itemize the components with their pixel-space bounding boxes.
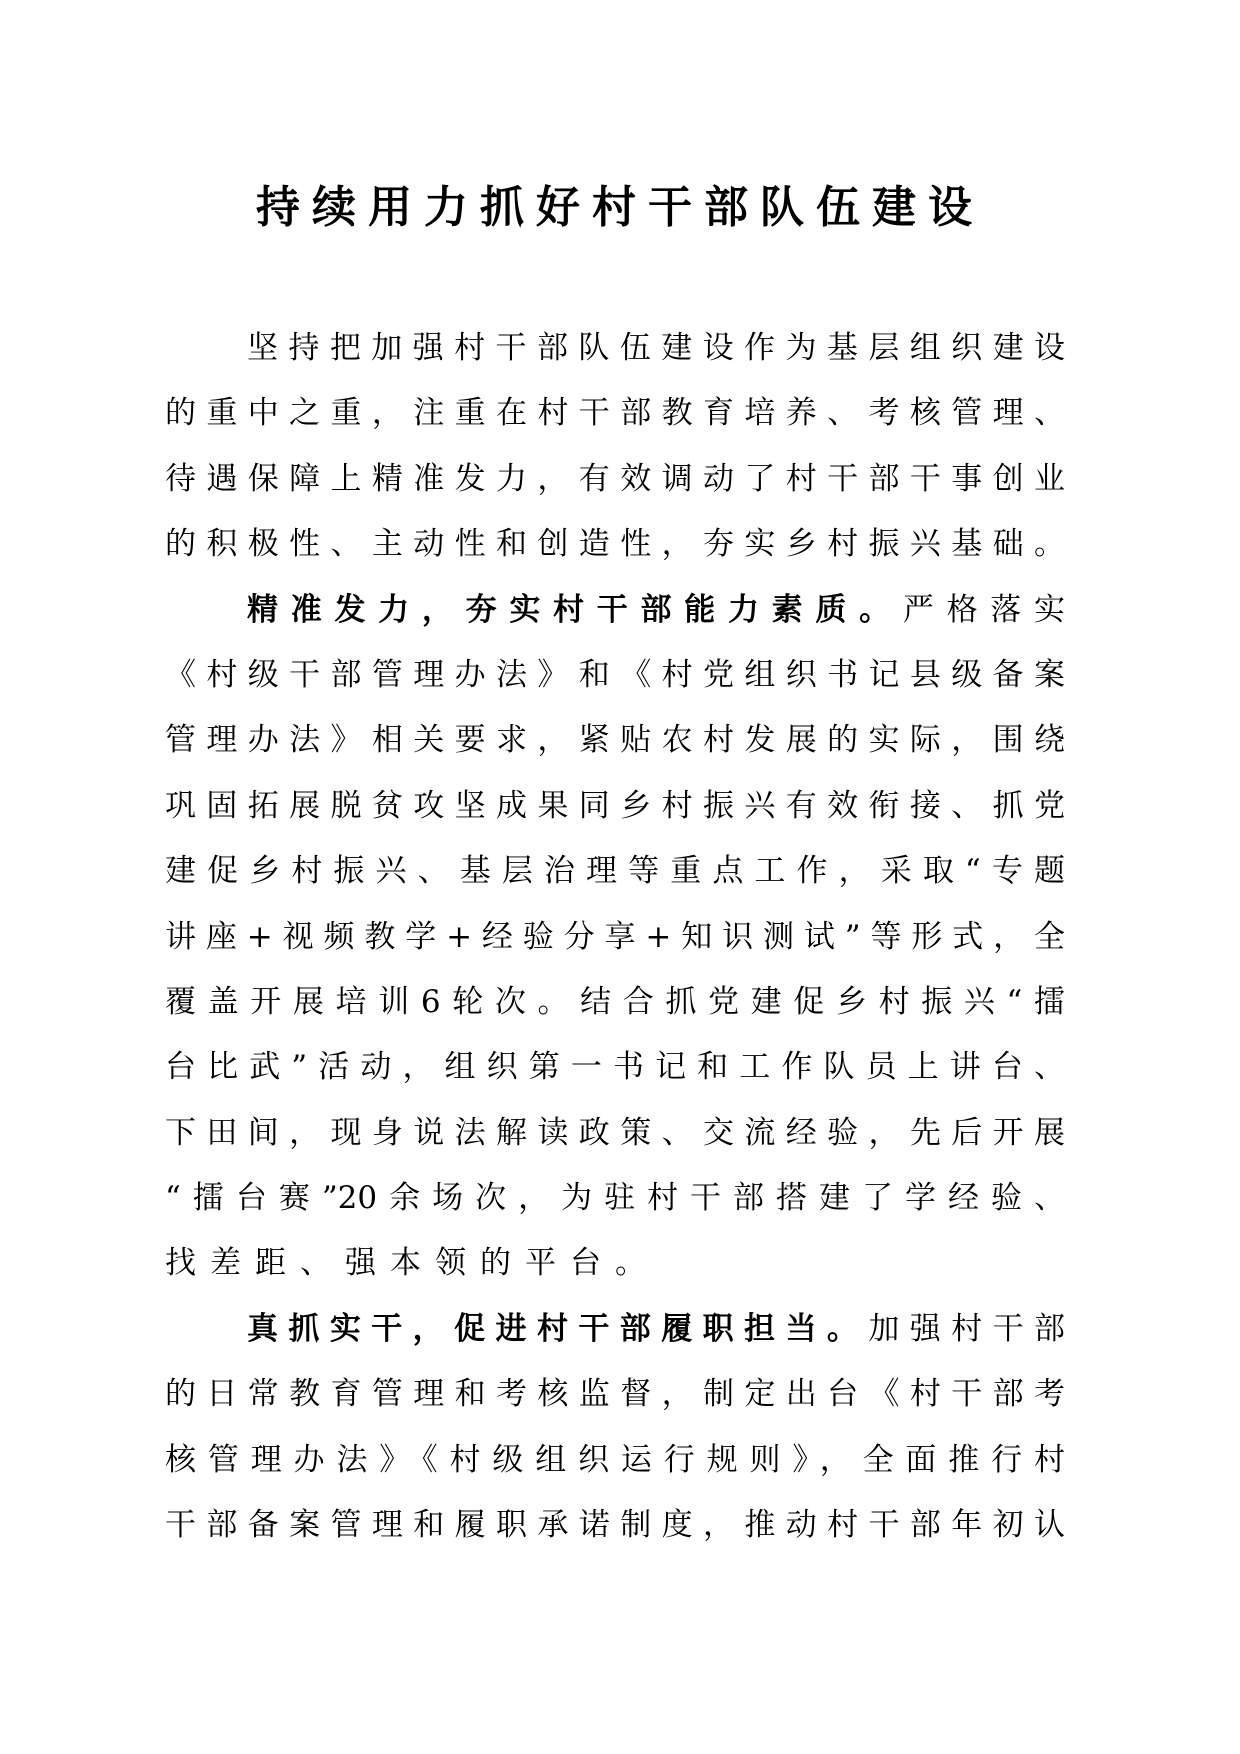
document-body xyxy=(165,316,1065,1558)
paragraph-2-text-start: 严格落实 xyxy=(902,591,1066,628)
paragraph-2-line-1 xyxy=(165,578,1065,643)
paragraph-3-text-start: 加强村干部 xyxy=(868,1310,1066,1347)
paragraph-1-line-2: 的重中之重，注重在村干部教育培养、考核管理、 xyxy=(165,395,1065,432)
paragraph-2-line-4: 巩固拓展脱贫攻坚成果同乡村振兴有效衔接、抓党 xyxy=(165,787,1065,824)
section-heading-ability: 精准发力，夯实村干部能力素质。 xyxy=(247,591,903,628)
paragraph-3-line-1 xyxy=(165,1297,1065,1362)
paragraph-2-line-3: 管理办法》相关要求，紧贴农村发展的实际，围绕 xyxy=(165,722,1065,759)
paragraph-2-line-11: 找差距、强本领的平台。 xyxy=(165,1245,660,1282)
document-title: 持续用力抓好村干部队伍建设 xyxy=(256,182,984,233)
paragraph-2-line-9: 下田间，现身说法解读政策、交流经验，先后开展 xyxy=(165,1114,1065,1151)
paragraph-2-line-8: 台比武”活动，组织第一书记和工作队员上讲台、 xyxy=(165,1049,1065,1086)
paragraph-1-line-1: 坚持把加强村干部队伍建设作为基层组织建设 xyxy=(247,330,1065,366)
paragraph-3-line-3: 核管理办法》《村级组织运行规则》，全面推行村 xyxy=(165,1441,1065,1478)
paragraph-3-line-4: 干部备案管理和履职承诺制度，推动村干部年初认 xyxy=(165,1507,1065,1544)
paragraph-1-line-3: 待遇保障上精准发力，有效调动了村干部干事创业 xyxy=(165,460,1065,497)
paragraph-2-line-2: 《村级干部管理办法》和《村党组织书记县级备案 xyxy=(165,656,1065,693)
paragraph-1-line-4: 的积极性、主动性和创造性，夯实乡村振兴基础。 xyxy=(165,526,1065,563)
paragraph-2-line-6: 讲座+视频教学+经验分享+知识测试”等形式，全 xyxy=(165,918,1065,955)
section-heading-duty: 真抓实干，促进村干部履职担当。 xyxy=(247,1310,869,1347)
paragraph-2-line-7: 覆盖开展培训6轮次。结合抓党建促乡村振兴“擂 xyxy=(165,983,1065,1020)
paragraph-2-line-10: “擂台赛”20余场次，为驻村干部搭建了学经验、 xyxy=(165,1180,1065,1217)
paragraph-2-line-5: 建促乡村振兴、基层治理等重点工作，采取“专题 xyxy=(165,853,1065,890)
paragraph-3-line-2: 的日常教育管理和考核监督，制定出台《村干部考 xyxy=(165,1376,1065,1413)
